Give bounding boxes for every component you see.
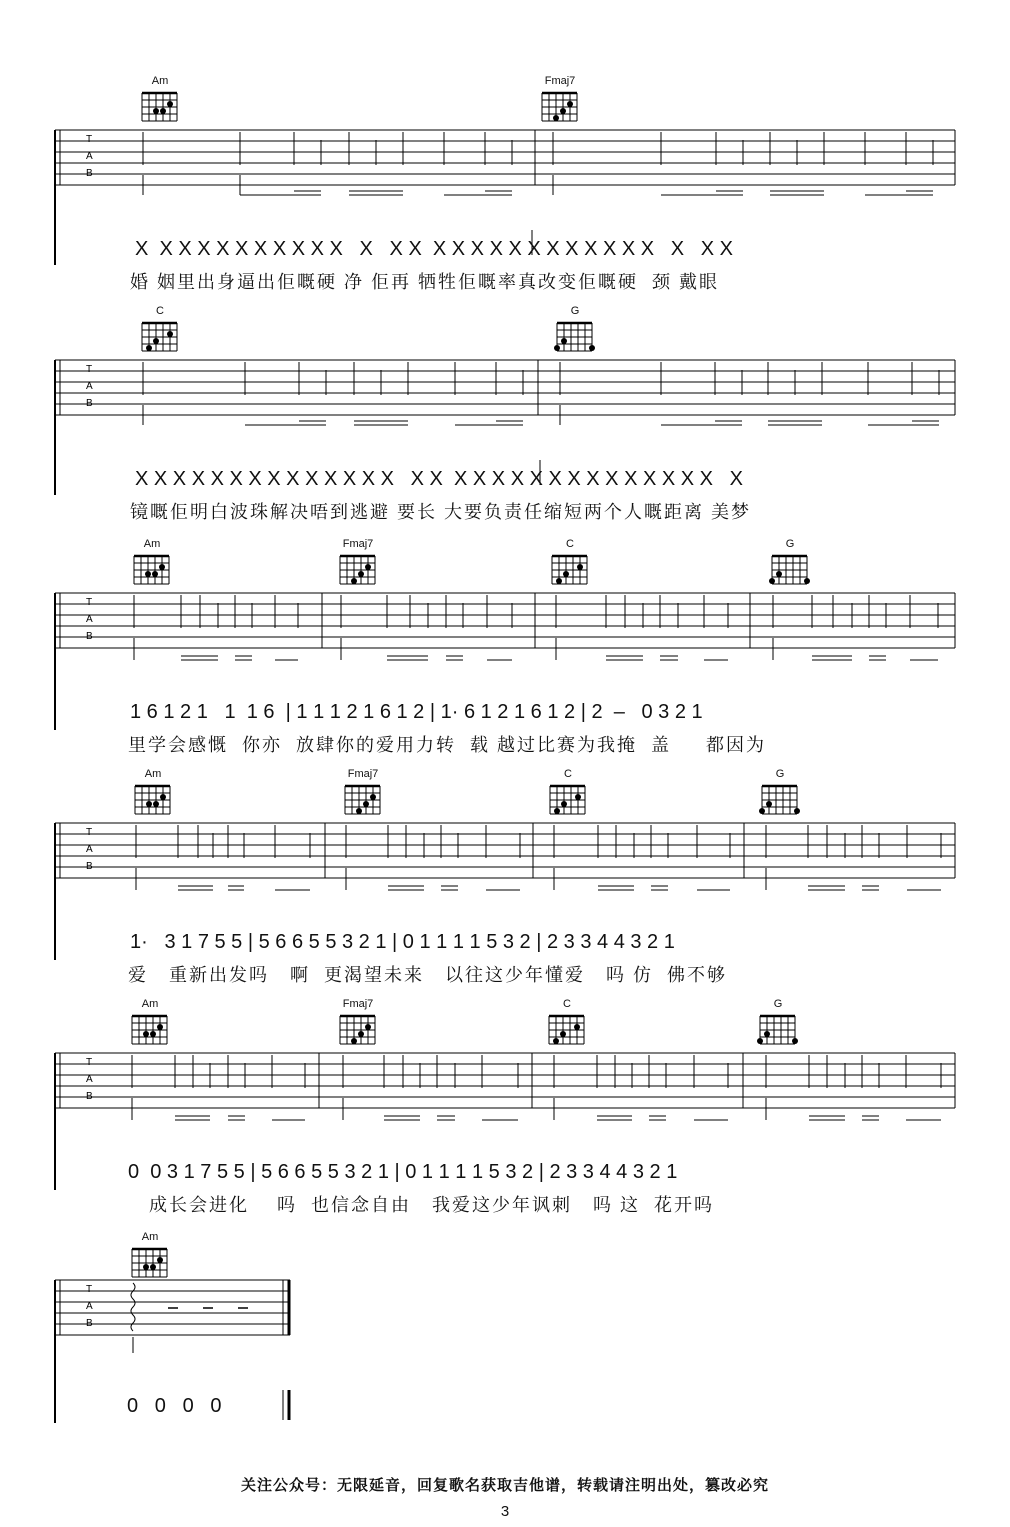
- svg-text:B: B: [86, 398, 93, 409]
- chord-name: C: [156, 305, 164, 317]
- chord-name: Fmaj7: [342, 538, 374, 550]
- jianpu-notation: X X X X X X X X X X X X X X X X X X X X X X X X X X X X X: [135, 238, 734, 260]
- chord-name: Fmaj7: [544, 75, 576, 87]
- svg-text:T: T: [86, 364, 93, 375]
- svg-text:A: A: [86, 844, 93, 855]
- lyrics-line: 婚 姻里出身逼出佢嘅硬 净 佢再 牺牲佢嘅率真改变佢嘅硬 颈 戴眼: [130, 272, 720, 292]
- svg-text:A: A: [86, 614, 93, 625]
- system-5: [0, 995, 1010, 1225]
- svg-text:T: T: [86, 1057, 93, 1068]
- jianpu-notation: 0 0 0 0: [127, 1395, 222, 1417]
- svg-text:T: T: [86, 827, 93, 838]
- svg-text:T: T: [86, 134, 93, 145]
- lyrics-line: 成长会进化 吗 也信念自由 我爱这少年讽刺 吗 这 花开吗: [128, 1195, 715, 1215]
- lyrics-line: 爱 重新出发吗 啊 更渴望未来 以往这少年懂爱 吗 仿 佛不够: [128, 965, 728, 985]
- svg-text:B: B: [86, 168, 93, 179]
- chord-name: G: [785, 538, 795, 550]
- chord-name: G: [773, 998, 783, 1010]
- chord-name: Am: [151, 75, 169, 87]
- jianpu-notation: 1 6 1 2 1 1 1 6 | 1 1 1 2 1 6 1 2 | 1· 6 1 2 1 6 1 2 | 2 – 0 3 2 1: [130, 701, 703, 723]
- chord-name: Fmaj7: [342, 998, 374, 1010]
- svg-text:T: T: [86, 597, 93, 608]
- chord-name: C: [564, 768, 572, 780]
- svg-text:A: A: [86, 1301, 93, 1312]
- system-1: [0, 70, 1010, 300]
- lyrics-line: 镜嘅佢明白波珠解决唔到逃避 要长 大要负责任缩短两个人嘅距离 美梦: [130, 502, 751, 522]
- system-3: [0, 535, 1010, 765]
- system-4: [0, 765, 1010, 995]
- page-number: 3: [500, 1503, 510, 1520]
- chord-name: C: [563, 998, 571, 1010]
- jianpu-notation: 0 0 3 1 7 5 5 | 5 6 6 5 5 3 2 1 | 0 1 1 1 1 5 3 2 | 2 3 3 4 4 3 2 1: [128, 1161, 678, 1183]
- chord-name: G: [570, 305, 580, 317]
- svg-text:B: B: [86, 1091, 93, 1102]
- chord-name: Am: [144, 768, 162, 780]
- lyrics-line: 里学会感慨 你亦 放肆你的爱用力转 载 越过比赛为我掩 盖 都因为: [128, 735, 767, 755]
- chord-name: Am: [143, 538, 161, 550]
- chord-name: Am: [141, 1231, 159, 1243]
- footer-notice: 关注公众号：无限延音，回复歌名获取吉他谱，转载请注明出处，篡改必究: [240, 1477, 769, 1494]
- system-2: [0, 300, 1010, 530]
- chord-name: Am: [141, 998, 159, 1010]
- svg-text:A: A: [86, 1074, 93, 1085]
- chord-name: G: [775, 768, 785, 780]
- jianpu-notation: X X X X X X X X X X X X X X X X X X X X X X X X X X X X X X X: [135, 468, 744, 490]
- chord-name: C: [566, 538, 574, 550]
- svg-text:A: A: [86, 151, 93, 162]
- system-6: [0, 1225, 1010, 1435]
- svg-text:B: B: [86, 631, 93, 642]
- jianpu-notation: 1· 3 1 7 5 5 | 5 6 6 5 5 3 2 1 | 0 1 1 1 1 5 3 2 | 2 3 3 4 4 3 2 1: [130, 931, 675, 953]
- chord-name: Fmaj7: [347, 768, 379, 780]
- svg-text:T: T: [86, 1284, 93, 1295]
- svg-text:B: B: [86, 1318, 93, 1329]
- svg-text:B: B: [86, 861, 93, 872]
- svg-text:A: A: [86, 381, 93, 392]
